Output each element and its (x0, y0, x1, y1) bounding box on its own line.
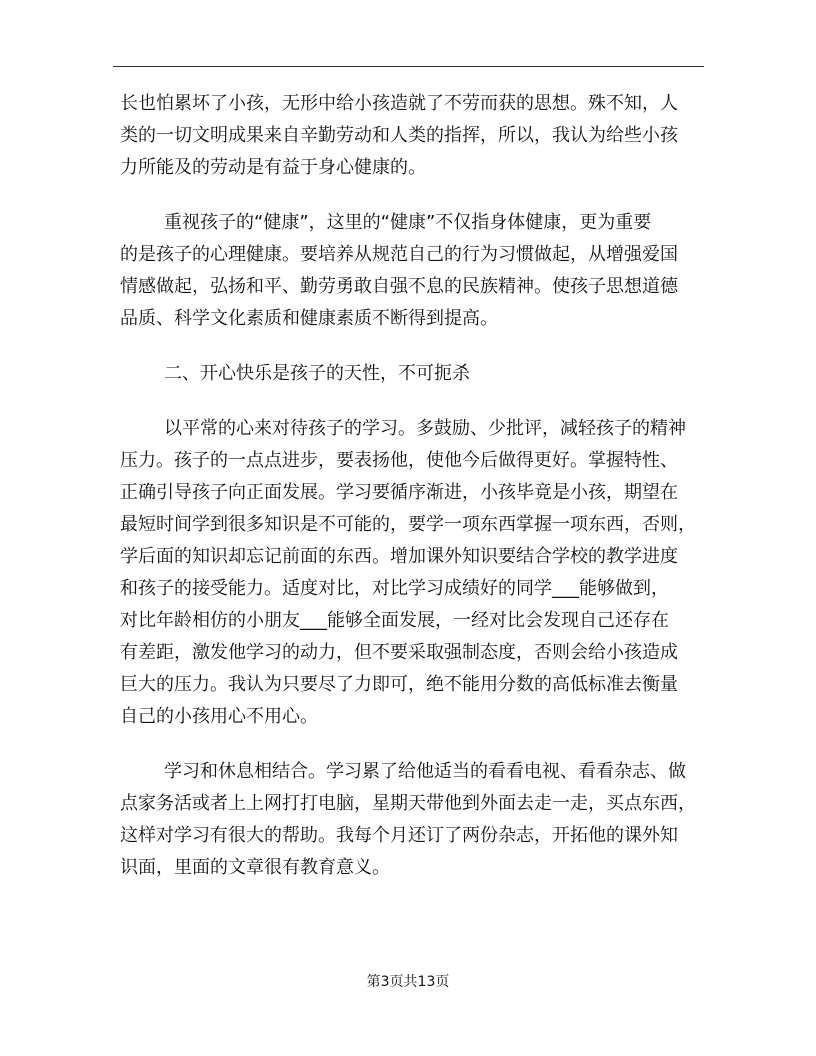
paragraph-gap (120, 184, 704, 207)
text-line: 类的一切文明成果来自辛勤劳动和人类的指挥，所以，我认为给些小孩 (120, 125, 678, 146)
text-line: 和孩子的接受能力。适度对比，对比学习成绩好的同学___能够做到， (120, 578, 669, 599)
header-rule (113, 66, 704, 67)
text-line: 学后面的知识却忘记前面的东西。增加课外知识要结合学校的教学进度 (120, 546, 678, 567)
paragraph-3 (120, 413, 704, 733)
text-line: 品质、科学文化素质和健康素质不断得到提高。 (120, 308, 498, 329)
text-line: 的是孩子的心理健康。要培养从规范自己的行为习惯做起，从增强爱国 (120, 244, 678, 265)
text-line: 自己的小孩用心不用心。 (120, 706, 318, 727)
text-line: 这样对学习有很大的帮助。我每个月还订了两份杂志，开拓他的课外知 (120, 825, 678, 846)
paragraph-gap (120, 733, 704, 756)
paragraph-gap (120, 390, 704, 413)
text-line: 长也怕累坏了小孩，无形中给小孩造就了不劳而获的思想。殊不知，人 (120, 93, 678, 114)
text-line: 最短时间学到很多知识是不可能的，要学一项东西掌握一项东西，否则， (120, 514, 696, 535)
paragraph-2 (120, 207, 704, 335)
text-line: 压力。孩子的一点点进步，要表扬他，使他今后做得更好。掌握特性、 (120, 450, 678, 471)
text-line: 学习和休息相结合。学习累了给他适当的看看电视、看看杂志、做 (164, 761, 686, 782)
section-heading (120, 358, 704, 390)
text-line: 以平常的心来对待孩子的学习。多鼓励、少批评，减轻孩子的精神 (164, 418, 686, 439)
paragraph-1 (120, 88, 704, 184)
paragraph-gap (120, 335, 704, 358)
text-line: 识面，里面的文章很有教育意义。 (120, 857, 390, 878)
paragraph-4 (120, 756, 704, 884)
text-line: 重视孩子的“健康”，这里的“健康”不仅指身体健康，更为重要 (164, 212, 652, 233)
text-line: 正确引导孩子向正面发展。学习要循序渐进，小孩毕竟是小孩，期望在 (120, 482, 678, 503)
text-line: 情感做起，弘扬和平、勤劳勇敢自强不息的民族精神。使孩子思想道德 (120, 276, 678, 297)
text-line: 对比年龄相仿的小朋友___能够全面发展，一经对比会发现自己还存在 (120, 610, 669, 631)
text-line: 有差距，激发他学习的动力，但不要采取强制态度，否则会给小孩造成 (120, 642, 678, 663)
text-line: 巨大的压力。我认为只要尽了力即可，绝不能用分数的高低标准去衡量 (120, 674, 678, 695)
document-body (120, 88, 704, 884)
text-line: 力所能及的劳动是有益于身心健康的。 (120, 157, 426, 178)
text-line: 点家务活或者上上网打打电脑，星期天带他到外面去走一走，买点东西， (120, 793, 696, 814)
page-number-footer: 第3页共13页 (366, 974, 450, 990)
heading-line: 二、开心快乐是孩子的天性，不可扼杀 (164, 363, 470, 384)
